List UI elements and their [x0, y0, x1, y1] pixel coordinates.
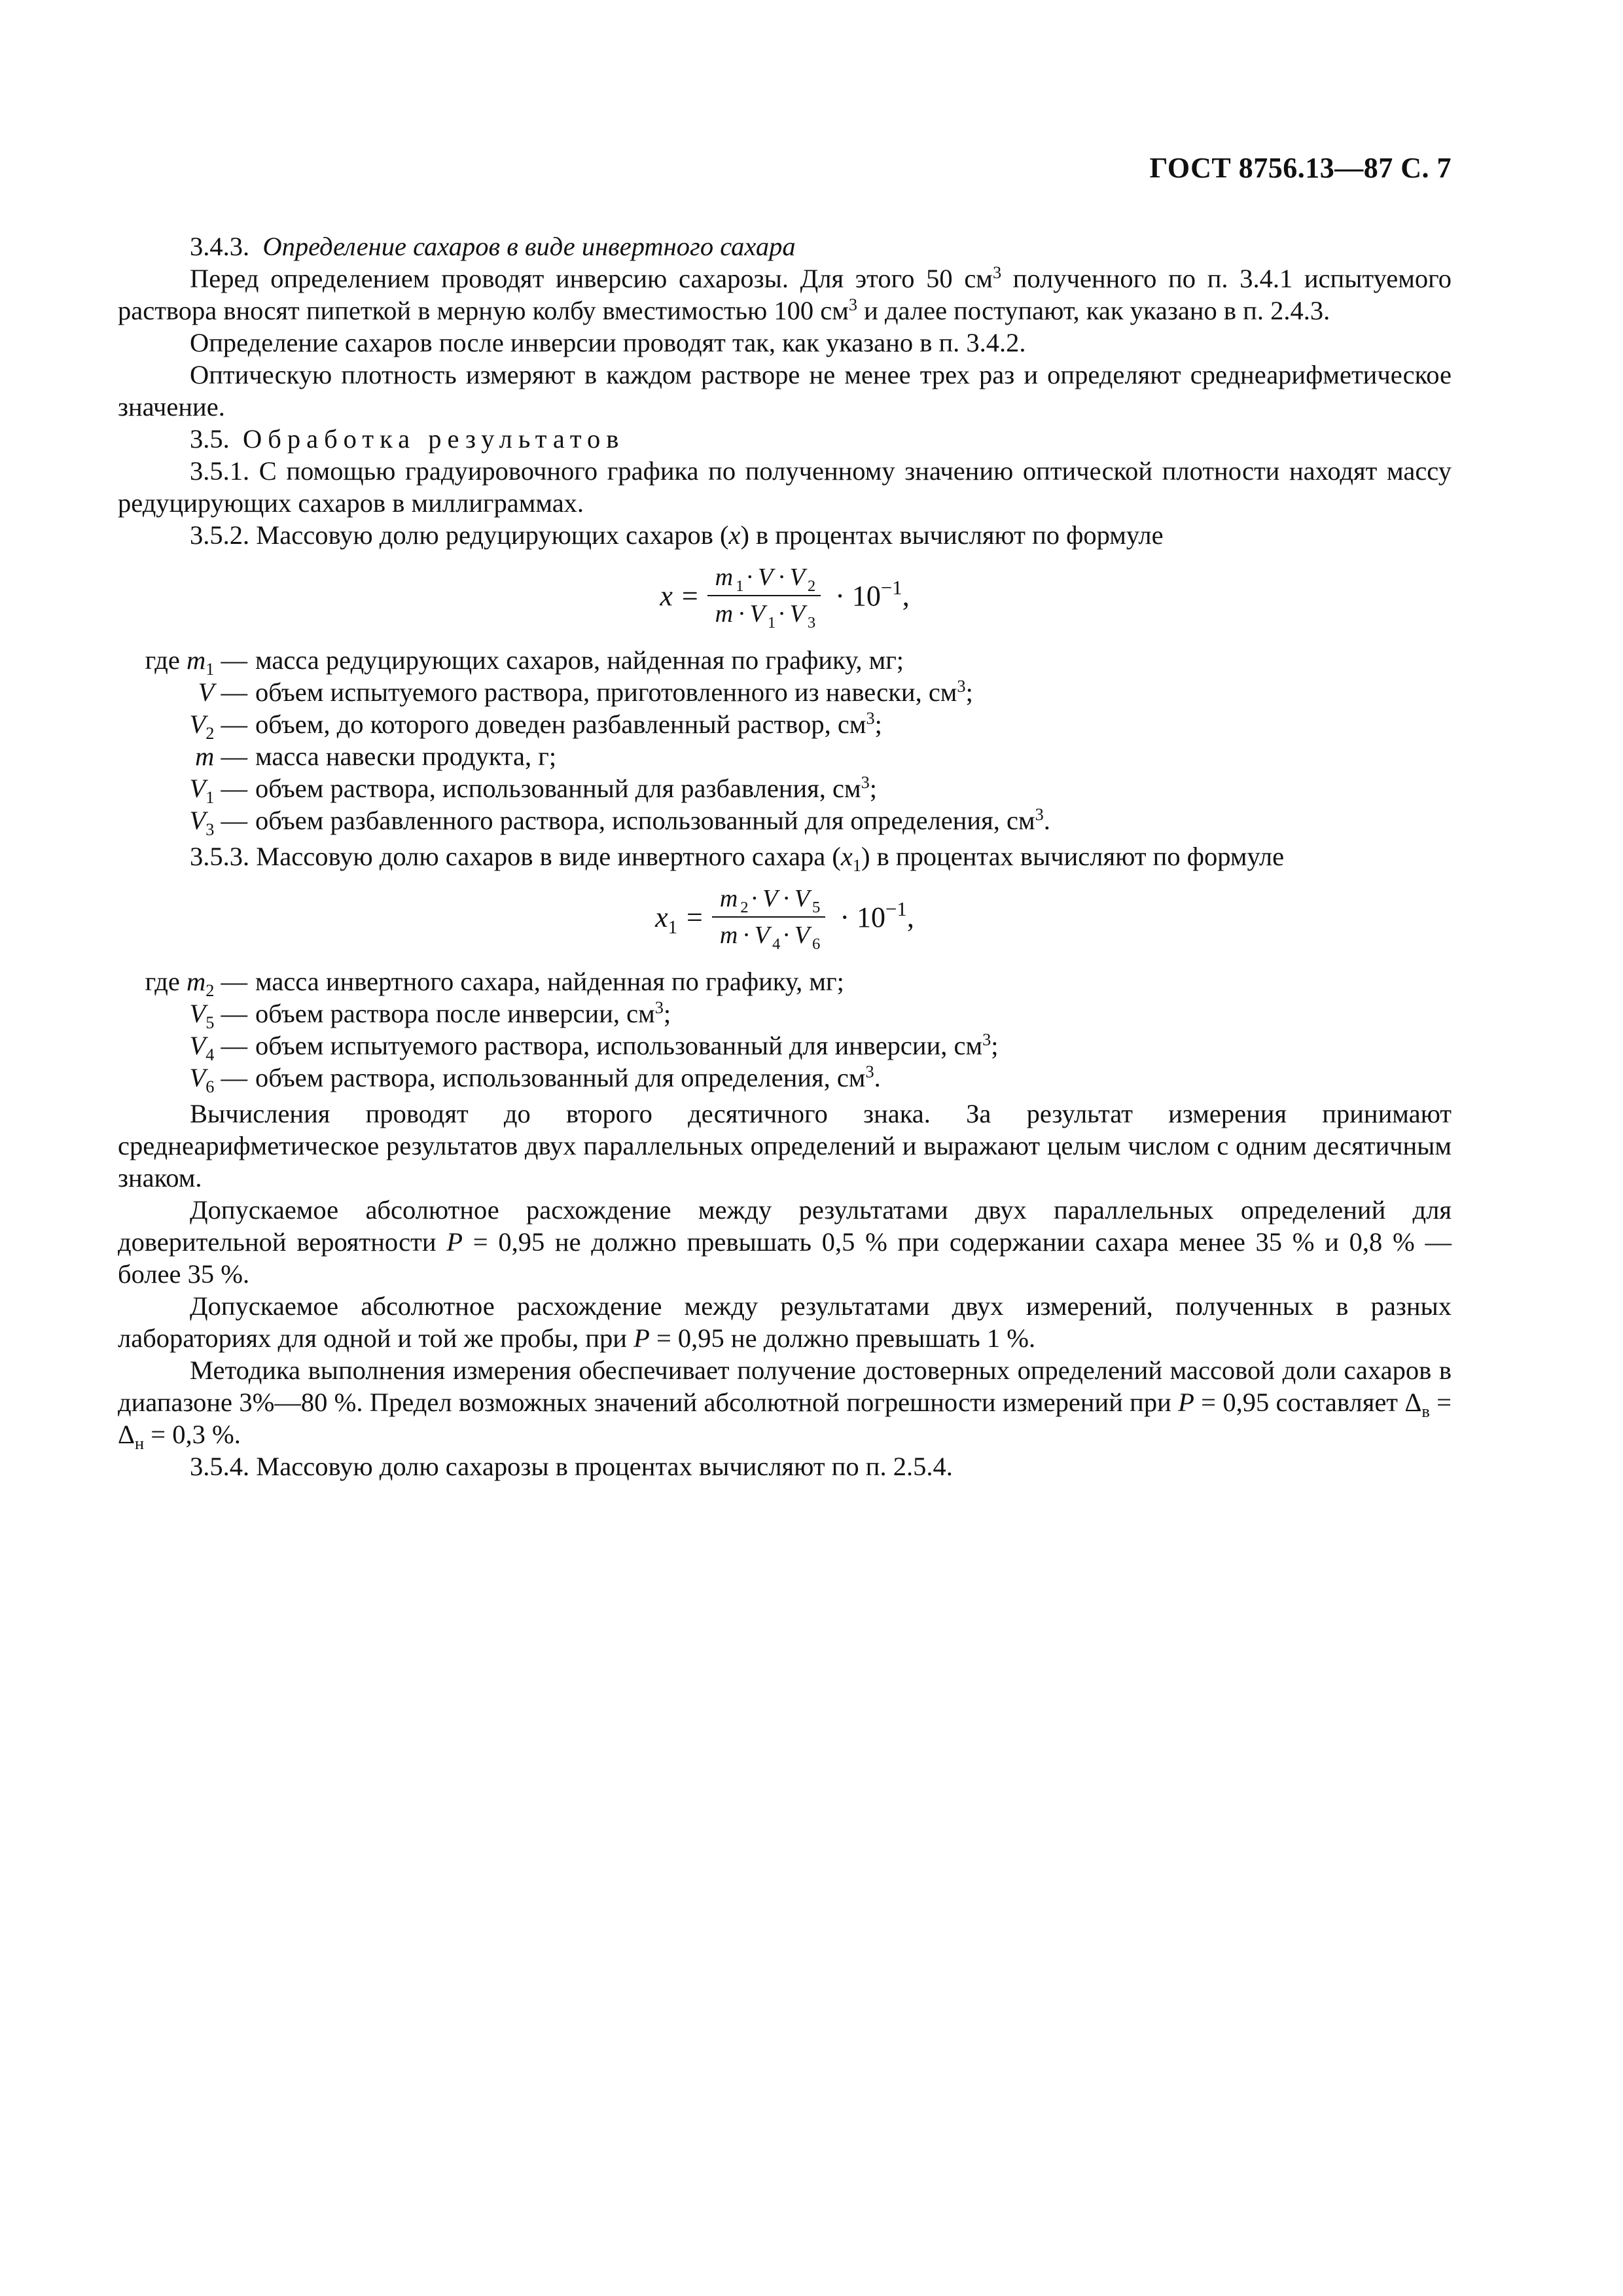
- dash: —: [214, 774, 247, 803]
- text: полученного по п. 3.4.1 испытуемого раствора вносят пипеткой в мерную колбу вместимостью 100 см: [118, 264, 1452, 325]
- section-3-5-heading: [118, 423, 1452, 455]
- formula-fraction: [712, 884, 826, 953]
- legend-text: [247, 740, 556, 772]
- section-title: Обработка результатов: [243, 424, 625, 454]
- superscript: 3: [957, 676, 966, 696]
- dot: ·: [783, 885, 789, 912]
- symbol: V: [789, 564, 805, 591]
- text: Допускаемое абсолютное расхождение между результатами двух параллельных определений для доверительной вероятности: [118, 1195, 1452, 1257]
- formula-fraction: [707, 562, 821, 632]
- variable: V: [189, 1031, 206, 1060]
- superscript: 3: [848, 295, 858, 314]
- symbol: V: [757, 564, 774, 591]
- variable: P: [1178, 1388, 1194, 1417]
- subscript: 6: [812, 935, 821, 953]
- symbol: m: [715, 600, 734, 628]
- dot: ·: [778, 564, 785, 591]
- dot: ·: [783, 922, 789, 949]
- text: = Δ: [118, 1388, 1452, 1449]
- legend-symbol: [118, 804, 247, 840]
- variable: V: [189, 774, 206, 803]
- paragraph-3-5-3: [118, 840, 1452, 876]
- variable: x: [728, 520, 741, 550]
- subscript: 3: [205, 820, 215, 840]
- fraction-denominator: [707, 596, 821, 632]
- subscript: 1: [668, 917, 677, 938]
- fraction-numerator: [707, 562, 821, 596]
- text: ;: [663, 999, 671, 1028]
- legend-row: [118, 676, 1452, 708]
- section-number: 3.5.: [190, 424, 230, 454]
- dot: ·: [778, 600, 785, 628]
- equals-sign: =: [686, 901, 703, 933]
- legend-text: [247, 965, 844, 997]
- superscript: 3: [992, 262, 1002, 282]
- text: = 0,95 не должно превышать 0,5 % при содержании сахара менее 35 % и 0,8 % — более 35 %.: [118, 1227, 1452, 1289]
- text: ;: [869, 774, 878, 803]
- legend-prefix: где: [145, 967, 187, 996]
- legend-row: [118, 644, 1452, 679]
- text: ;: [991, 1031, 999, 1060]
- subscript: 2: [205, 724, 215, 744]
- dot: ·: [746, 564, 753, 591]
- paragraph-tolerance-labs: [118, 1290, 1452, 1354]
- variable: V: [198, 677, 215, 707]
- section-title: Определение сахаров в виде инвертного сахара: [262, 232, 796, 261]
- legend-symbol: [118, 1030, 247, 1065]
- dash: —: [214, 677, 247, 707]
- legend-row: [118, 740, 1452, 772]
- paragraph-optical-density: Оптическую плотность измеряют в каждом растворе не менее трех раз и определяют среднеарифметическое значение.: [118, 360, 1452, 422]
- text: объем раствора, использованный для разбавления, см: [255, 774, 861, 803]
- legend-row: [118, 997, 1452, 1033]
- variable: x: [840, 842, 853, 871]
- subscript: 5: [205, 1013, 215, 1033]
- subscript: 1: [736, 577, 744, 595]
- legend-symbol: [118, 644, 247, 679]
- subscript: 2: [205, 981, 215, 1001]
- legend-symbol: [118, 1062, 247, 1097]
- variable: V: [189, 999, 206, 1028]
- superscript: 3: [866, 708, 875, 728]
- exponent: −1: [880, 576, 902, 599]
- paragraph-method-accuracy: [118, 1354, 1452, 1454]
- variable: P: [446, 1227, 463, 1257]
- subscript: 6: [205, 1077, 215, 1097]
- dash: —: [214, 967, 247, 996]
- legend-text: [247, 1030, 999, 1062]
- paragraph-3-5-1: 3.5.1. С помощью градуировочного графика по полученному значению оптической плотности находят массу редуцирующих сахаров в миллиграммах.: [118, 456, 1452, 518]
- subscript: 2: [807, 577, 816, 595]
- subscript: 2: [740, 898, 749, 916]
- legend-text: [247, 676, 973, 708]
- text: = 0,95 составляет Δ: [1194, 1388, 1422, 1417]
- page-header: ГОСТ 8756.13—87 С. 7: [1149, 152, 1452, 184]
- paragraph-inversion: [118, 262, 1452, 327]
- superscript: 3: [865, 1062, 874, 1081]
- legend-row: [118, 965, 1452, 1001]
- symbol: m: [715, 564, 734, 591]
- symbol: V: [762, 885, 778, 912]
- variable: V: [189, 1063, 206, 1092]
- variable: m: [186, 645, 206, 675]
- dot: ·: [751, 885, 758, 912]
- superscript: 3: [1035, 804, 1044, 824]
- subscript: 3: [807, 613, 816, 632]
- text: ,: [902, 579, 910, 612]
- subscript: 1: [205, 788, 215, 808]
- symbol: m: [719, 922, 738, 949]
- text: масса навески продукта, г;: [255, 742, 557, 771]
- variable: P: [633, 1323, 650, 1353]
- legend-row: [118, 772, 1452, 808]
- text: 3.5.3. Массовую долю сахаров в виде инвертного сахара (: [190, 842, 841, 871]
- text: · 10: [840, 901, 886, 933]
- paragraph-tolerance-parallel: [118, 1194, 1452, 1290]
- variable: V: [189, 709, 206, 739]
- formula-1-legend: [118, 644, 1452, 840]
- superscript: 3: [861, 772, 870, 792]
- dot: ·: [738, 600, 745, 628]
- subscript: в: [1421, 1402, 1430, 1422]
- dash: —: [214, 1031, 247, 1060]
- formula-multiplier: [840, 897, 914, 933]
- page-body: [118, 230, 1452, 1482]
- paragraph-calculation: Вычисления проводят до второго десятичного знака. За результат измерения принимают среднеарифметическое результатов двух параллельных определений и выражают целым числом с одним десятичным знаком.: [118, 1099, 1452, 1193]
- text: ;: [965, 677, 973, 707]
- formula-2-legend: [118, 965, 1452, 1097]
- legend-prefix: где: [145, 645, 187, 675]
- symbol: V: [754, 922, 770, 949]
- text: объем разбавленного раствора, использованный для определения, см: [255, 806, 1035, 835]
- text: ;: [874, 709, 882, 739]
- variable: m: [195, 742, 215, 771]
- symbol: m: [719, 885, 738, 912]
- legend-symbol: [118, 965, 247, 1001]
- symbol: V: [789, 600, 805, 628]
- legend-text: [247, 772, 877, 804]
- superscript: 3: [654, 997, 664, 1017]
- legend-row: [118, 804, 1452, 840]
- text: ,: [906, 901, 914, 933]
- dash: —: [214, 709, 247, 739]
- legend-symbol: [118, 676, 247, 708]
- dash: —: [214, 999, 247, 1028]
- text: масса инвертного сахара, найденная по графику, мг;: [255, 967, 844, 996]
- text: Допускаемое абсолютное расхождение между результатами двух измерений, полученных в разных лабораториях для одной и той же пробы, при: [118, 1291, 1452, 1353]
- legend-symbol: [118, 708, 247, 744]
- symbol: V: [749, 600, 765, 628]
- subscript: 4: [205, 1045, 215, 1065]
- formula-reducing-sugars: [118, 558, 1452, 634]
- variable: V: [189, 806, 206, 835]
- text: · 10: [835, 579, 881, 612]
- text: объем раствора, использованный для определения, см: [255, 1063, 866, 1092]
- legend-symbol: [118, 997, 247, 1033]
- text: и далее поступают, как указано в п. 2.4.3.: [857, 296, 1330, 325]
- text: = 0,95 не должно превышать 1 %.: [649, 1323, 1036, 1353]
- formula-lhs: x: [660, 579, 673, 612]
- legend-text: [247, 1062, 881, 1094]
- dot: ·: [743, 922, 749, 949]
- formula-multiplier: [835, 576, 910, 612]
- dash: —: [214, 806, 247, 835]
- text: .: [1043, 806, 1050, 835]
- subscript: 5: [812, 898, 821, 916]
- fraction-numerator: [712, 884, 826, 918]
- subscript: 4: [772, 935, 781, 953]
- symbol: x: [655, 901, 668, 933]
- equals-sign: =: [681, 579, 698, 612]
- text: масса редуцирующих сахаров, найденная по графику, мг;: [255, 645, 904, 675]
- formula-lhs: [655, 901, 677, 938]
- symbol: V: [794, 885, 810, 912]
- section-number: 3.4.3.: [190, 232, 250, 261]
- subscript: 1: [852, 856, 862, 876]
- dash: —: [214, 742, 247, 771]
- legend-text: [247, 997, 671, 1030]
- fraction-denominator: [712, 918, 826, 953]
- legend-symbol: [118, 740, 247, 772]
- text: 3.5.2. Массовую долю редуцирующих сахаров (: [190, 520, 729, 550]
- formula-invert-sugar: [118, 879, 1452, 955]
- text: = 0,3 %.: [144, 1420, 241, 1449]
- legend-row: [118, 708, 1452, 744]
- text: ) в процентах вычисляют по формуле: [740, 520, 1164, 550]
- text: объем, до которого доведен разбавленный раствор, см: [255, 709, 866, 739]
- variable: m: [186, 967, 206, 996]
- legend-text: [247, 804, 1050, 836]
- legend-text: [247, 708, 882, 740]
- paragraph-3-5-4: 3.5.4. Массовую долю сахарозы в процентах вычисляют по п. 2.5.4.: [190, 1452, 953, 1481]
- text: Методика выполнения измерения обеспечивает получение достоверных определений массовой доли сахаров в диапазоне 3%—80 %. Предел возможных значений абсолютной погрешности измерений при: [118, 1355, 1452, 1417]
- text: Перед определением проводят инверсию сахарозы. Для этого 50 см: [190, 264, 993, 293]
- legend-text: [247, 644, 904, 676]
- text: ) в процентах вычисляют по формуле: [861, 842, 1285, 871]
- paragraph-3-5-2: [118, 519, 1452, 551]
- symbol: V: [794, 922, 810, 949]
- dash: —: [214, 645, 247, 675]
- legend-row: [118, 1030, 1452, 1065]
- section-3-4-3-heading: [118, 230, 1452, 262]
- legend-row: [118, 1062, 1452, 1097]
- subscript: 1: [205, 660, 215, 679]
- dash: —: [214, 1063, 247, 1092]
- exponent: −1: [885, 897, 907, 920]
- text: объем испытуемого раствора, использованный для инверсии, см: [255, 1031, 983, 1060]
- text: .: [874, 1063, 881, 1092]
- text: объем испытуемого раствора, приготовленного из навески, см: [255, 677, 957, 707]
- text: объем раствора после инверсии, см: [255, 999, 655, 1028]
- legend-symbol: [118, 772, 247, 808]
- subscript: н: [135, 1434, 145, 1454]
- paragraph-after-inversion: Определение сахаров после инверсии проводят так, как указано в п. 3.4.2.: [190, 328, 1026, 357]
- superscript: 3: [982, 1030, 991, 1049]
- subscript: 1: [767, 613, 776, 632]
